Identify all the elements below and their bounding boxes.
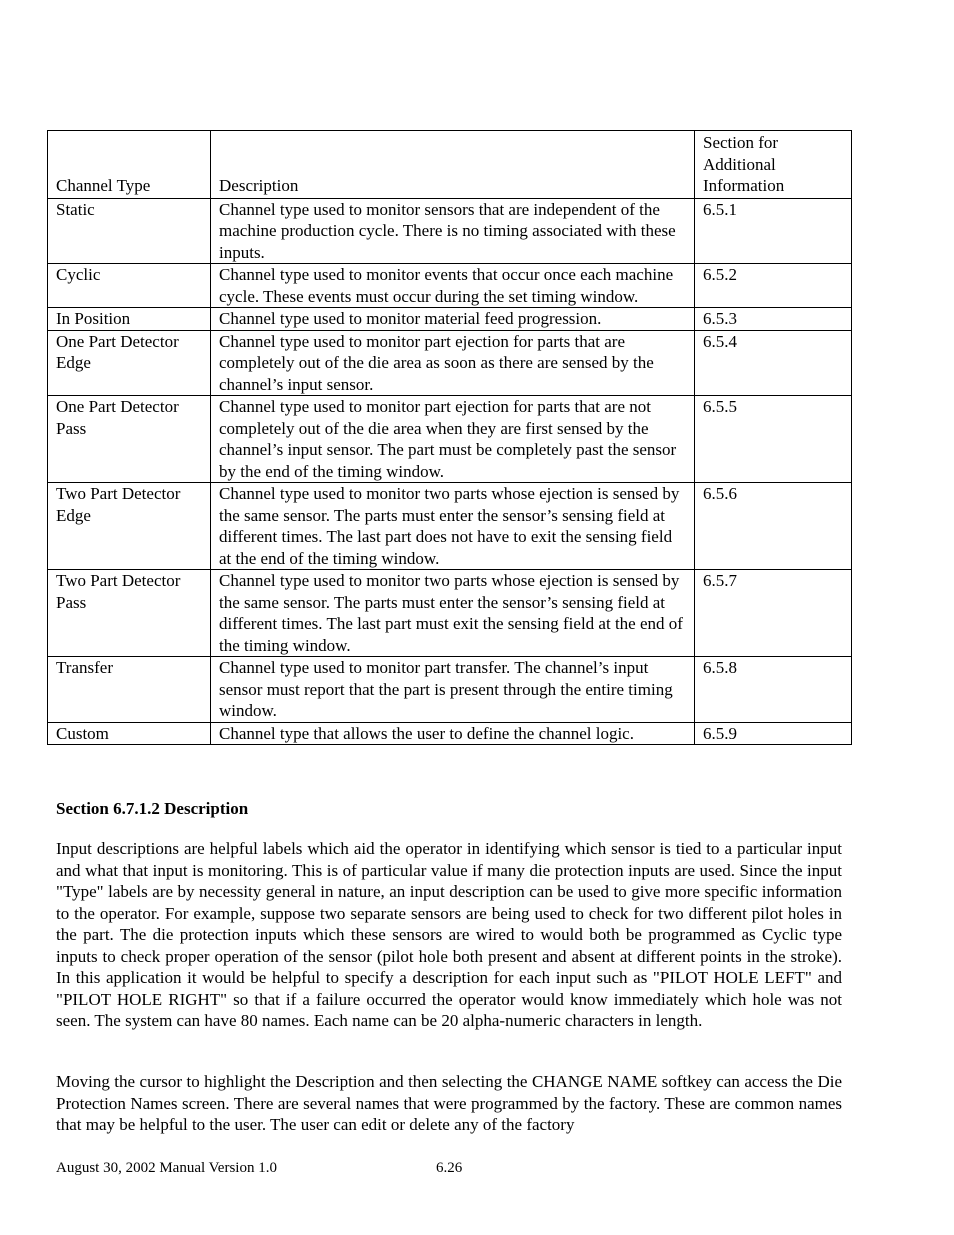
body-paragraph: Input descriptions are helpful labels which aid the operator in identifying which sensor is tied to a particular input and what that input is monitoring. This is of particular value if many die protection inputs are used. Since the input "Type" labels are by necessity general in nature, an input description can be used to give more specific information to the operator. For example, suppose two separate sensors are being used to check for two different pilot holes in the part. The die protection inputs which these sensors are wired to would both be programmed as Cyclic type inputs to check proper operation of the sensor (pilot hole both present and absent at different points in the stroke). In this application it would be helpful to specify a description for each input such as "PILOT HOLE LEFT" and "PILOT HOLE RIGHT" so that if a failure occurred the operator would know immediately which hole was not seen. The system can have 80 names. Each name can be 20 alpha-numeric characters in length. (56, 839, 842, 1030)
table-row (48, 396, 852, 483)
cell-section: 6.5.4 (695, 330, 852, 396)
cell-section: 6.5.3 (695, 308, 852, 331)
cell-section: 6.5.2 (695, 264, 852, 308)
cell-channel-type: Custom (48, 722, 211, 745)
cell-channel-type: Two Part Detector Edge (48, 483, 211, 570)
table-row (48, 657, 852, 723)
cell-section: 6.5.1 (695, 198, 852, 264)
table-row (48, 483, 852, 570)
cell-channel-type: One Part Detector Edge (48, 330, 211, 396)
table-row (48, 198, 852, 264)
table-header-row (48, 131, 852, 199)
section-heading: Section 6.7.1.2 Description (56, 799, 249, 818)
cell-channel-type: Static (48, 198, 211, 264)
channel-type-table-container (47, 130, 851, 745)
channel-type-table (47, 130, 852, 745)
footer-page-number: 6.26 (436, 1160, 463, 1176)
header-description: Description (211, 131, 695, 199)
cell-description: Channel type used to monitor material feed progression. (211, 308, 695, 331)
cell-channel-type: Two Part Detector Pass (48, 570, 211, 657)
table-row (48, 308, 852, 331)
cell-description: Channel type used to monitor events that occur once each machine cycle. These events must occur during the set timing window. (211, 264, 695, 308)
header-channel-type: Channel Type (48, 131, 211, 199)
cell-description: Channel type used to monitor two parts whose ejection is sensed by the same sensor. The parts must enter the sensor’s sensing field at different times. The last part does not have to exit the sensing field at the end of the timing window. (211, 483, 695, 570)
table-row (48, 570, 852, 657)
cell-section: 6.5.8 (695, 657, 852, 723)
cell-section: 6.5.5 (695, 396, 852, 483)
cell-description: Channel type used to monitor two parts whose ejection is sensed by the same sensor. The parts must enter the sensor’s sensing field at different times. The last part must exit the sensing field at the end of the timing window. (211, 570, 695, 657)
cell-channel-type: Transfer (48, 657, 211, 723)
header-section: Section for Additional Information (695, 131, 852, 199)
cell-section: 6.5.7 (695, 570, 852, 657)
cell-section: 6.5.9 (695, 722, 852, 745)
cell-description: Channel type used to monitor part ejection for parts that are completely out of the die area as soon as there are sensed by the channel’s input sensor. (211, 330, 695, 396)
cell-description: Channel type that allows the user to define the channel logic. (211, 722, 695, 745)
cell-description: Channel type used to monitor part ejection for parts that are not completely out of the die area when they are first sensed by the channel’s input sensor. The part must be completely past the sensor by the end of the timing window. (211, 396, 695, 483)
cell-channel-type: One Part Detector Pass (48, 396, 211, 483)
cell-description: Channel type used to monitor part transfer. The channel’s input sensor must report that the part is present through the entire timing window. (211, 657, 695, 723)
table-row (48, 330, 852, 396)
table-row (48, 264, 852, 308)
cell-description: Channel type used to monitor sensors that are independent of the machine production cycle. There is no timing associated with these inputs. (211, 198, 695, 264)
body-paragraph: Moving the cursor to highlight the Description and then selecting the CHANGE NAME softkey can access the Die Protection Names screen. There are several names that were programmed by the factory. These are common names that may be helpful to the user. The user can edit or delete any of the factory (56, 1072, 842, 1134)
table-row (48, 722, 852, 745)
cell-channel-type: Cyclic (48, 264, 211, 308)
cell-channel-type: In Position (48, 308, 211, 331)
footer-date-version: August 30, 2002 Manual Version 1.0 (56, 1160, 277, 1176)
cell-section: 6.5.6 (695, 483, 852, 570)
